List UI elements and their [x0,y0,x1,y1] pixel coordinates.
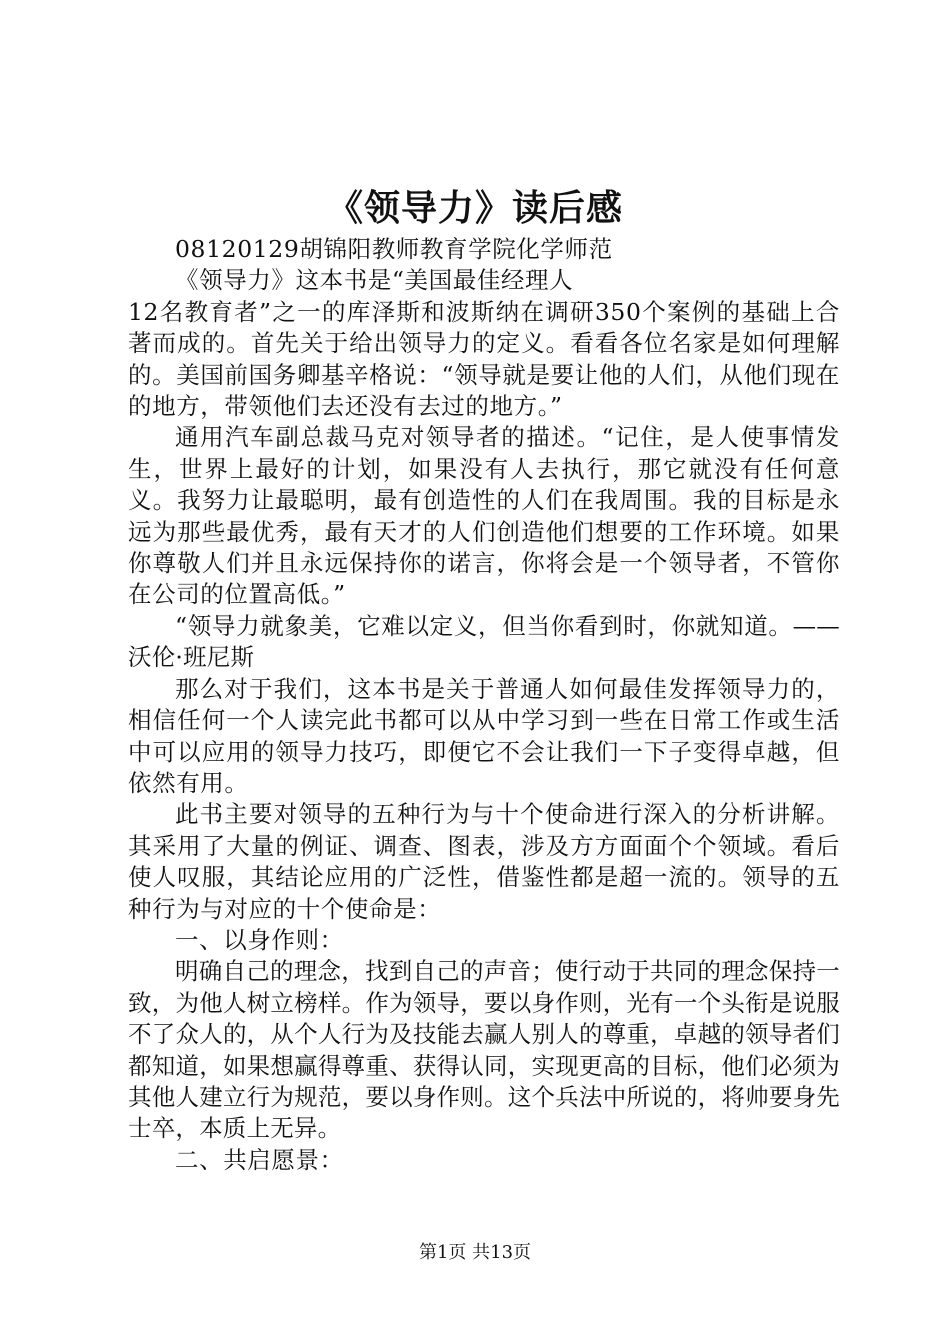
heading-model-the-way: 一、以身作则： [175,925,344,954]
paragraph-for-us: 那么对于我们，这本书是关于普通人如何最佳发挥领导力的，相信任何一个人读完此书都可以从中学习到一些在日常工作或生活中可以应用的领导力技巧，即便它不会让我们一下子变得卓越，但依然有用。 [128,674,840,797]
page-number: 第1页 共13页 [418,1242,532,1263]
document-body [128,234,840,1176]
paragraph-five-behaviors: 此书主要对领导的五种行为与十个使命进行深入的分析讲解。其采用了大量的例证、调查、图表，涉及方方面面个个领域。看后使人叹服，其结论应用的广泛性，借鉴性都是超一流的。领导的五种行为与对应的十个使命是： [128,800,840,923]
paragraph-model-the-way: 明确自己的理念，找到自己的声音；使行动于共同的理念保持一致，为他人树立榜样。作为领导，要以身作则，光有一个头衔是说服不了众人的，从个人行为及技能去赢人别人的尊重，卓越的领导者们都知道，如果想赢得尊重、获得认同，实现更高的目标，他们必须为其他人建立行为规范，要以身作则。这个兵法中所说的，将帅要身先士卒，本质上无异。 [128,957,840,1143]
paragraph-definition: 12名教育者”之一的库泽斯和波斯纳在调研350个案例的基础上合著而成的。首先关于给出领导力的定义。看看各位名家是如何理解的。美国前国务卿基辛格说：“领导就是要让他的人们，从他们现在的地方，带领他们去还没有去过的地方。” [128,297,840,421]
document-title: 《领导力》读后感 [326,187,623,229]
paragraph-intro: 《领导力》这本书是“美国最佳经理人 [175,266,574,295]
paragraph-gm-quote: 通用汽车副总裁马克对领导者的描述。“记住，是人使事情发生，世界上最好的计划，如果没有人去执行，那它就没有任何意义。我努力让最聪明，最有创造性的人们在我周围。我的目标是永远为那些最优秀，最有天才的人们创造他们想要的工作环境。如果你尊敬人们并且永远保持你的诺言，你将会是一个领导者，不管你在公司的位置高低。” [128,423,840,609]
heading-shared-vision: 二、共启愿景： [175,1145,344,1174]
author-line: 08120129胡锦阳教师教育学院化学师范 [175,235,613,263]
paragraph-bennis-quote: “领导力就象美，它难以定义，但当你看到时，你就知道。——沃伦·班尼斯 [128,611,840,672]
